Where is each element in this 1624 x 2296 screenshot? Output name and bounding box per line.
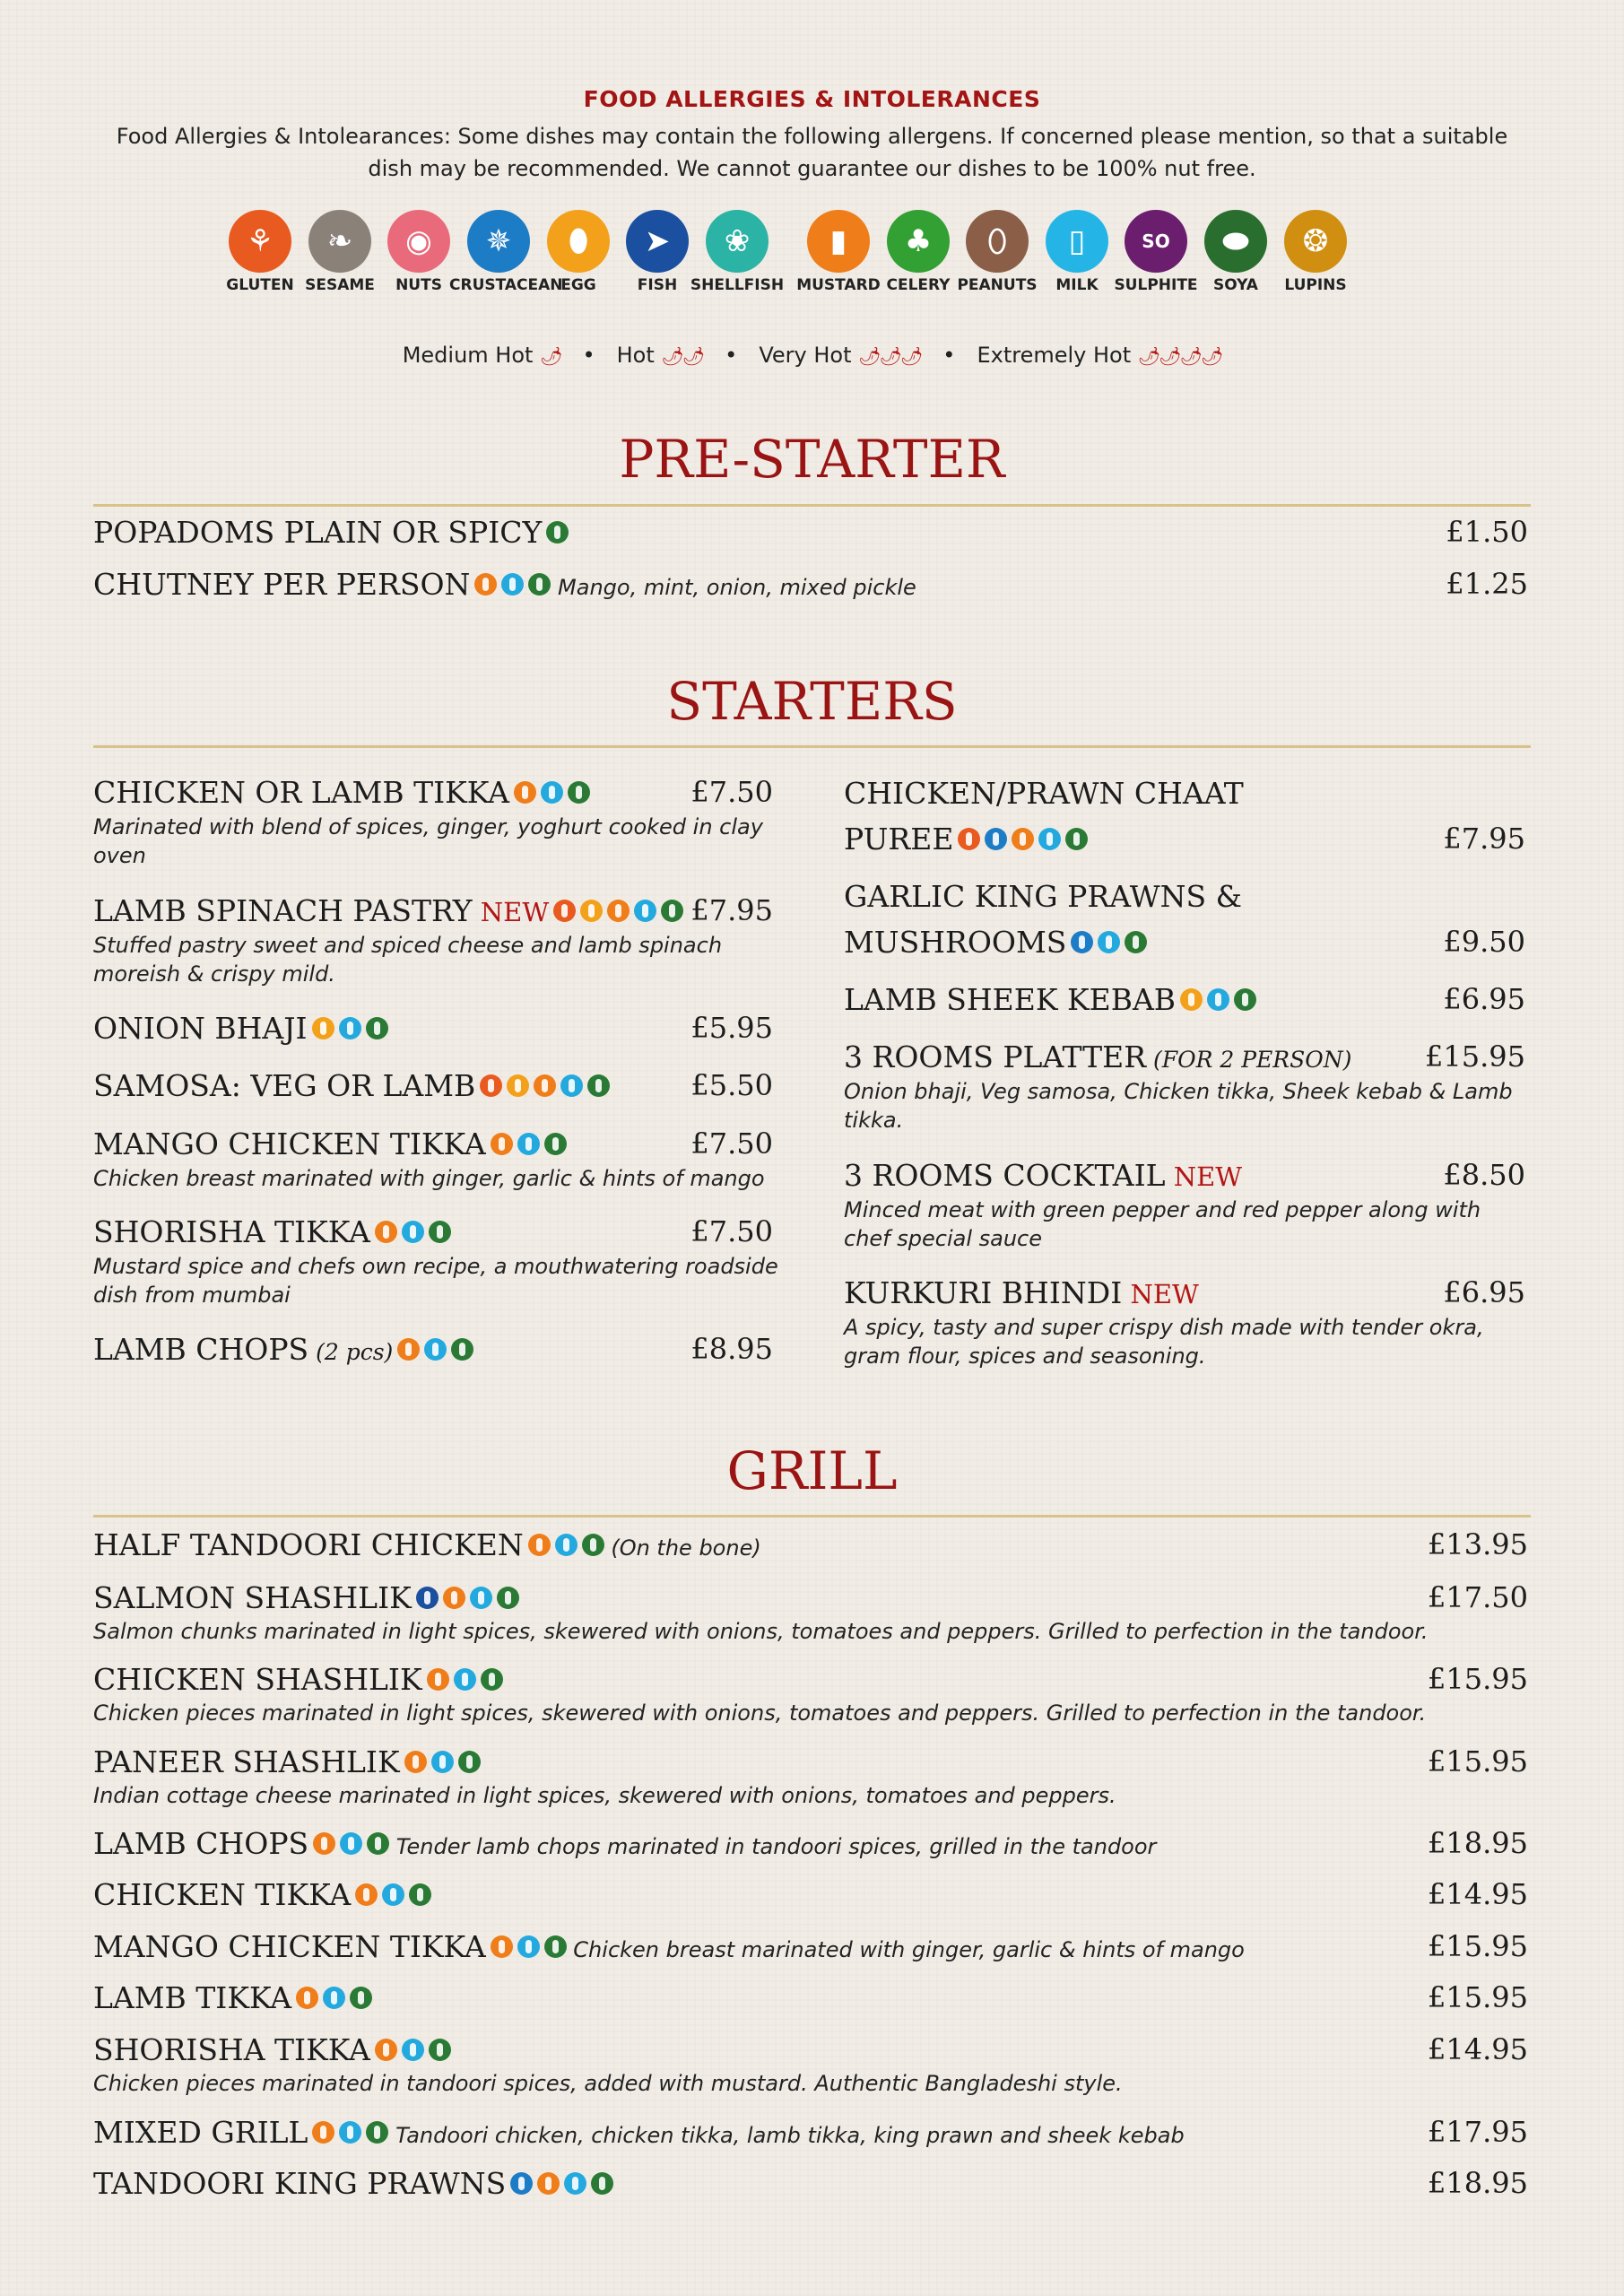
item-title: LAMB TIKKA <box>93 1980 292 2015</box>
item-price: £18.95 <box>1428 1826 1528 1860</box>
mustard-icon: ▮ <box>807 210 870 273</box>
menu-item-name <box>93 2032 451 2067</box>
milk-icon <box>431 1751 454 1773</box>
gluten-icon <box>480 1074 502 1097</box>
menu-item-name <box>844 822 1088 857</box>
allergen-crustacean <box>449 210 563 294</box>
item-title-line: GARLIC KING PRAWNS & <box>844 879 1242 914</box>
milk-icon <box>454 1668 476 1691</box>
item-title: LAMB CHOPS <box>93 1332 309 1367</box>
milk-icon <box>1038 828 1061 850</box>
section-title-pre-starter: PRE-STARTER <box>619 429 1005 490</box>
fish-icon <box>416 1587 439 1609</box>
egg-icon <box>580 900 603 922</box>
item-title: MANGO CHICKEN TIKKA <box>93 1126 486 1161</box>
item-title: HALF TANDOORI CHICKEN <box>93 1527 524 1562</box>
menu-item-name <box>93 2115 1185 2150</box>
lupin-icon: ❂ <box>1284 210 1347 273</box>
mustard-icon <box>1012 828 1034 850</box>
item-title: SALMON SHASHLIK <box>93 1580 412 1615</box>
soya-icon <box>1125 931 1147 953</box>
allergen-lupins <box>1275 210 1356 294</box>
soya-icon <box>366 1017 388 1039</box>
allergen-label: SOYA <box>1213 276 1258 294</box>
mustard-icon <box>375 1221 397 1243</box>
menu-item-name <box>93 2166 613 2201</box>
menu-item-name <box>844 1039 1351 1074</box>
menu-item-name <box>844 982 1256 1017</box>
item-price: £8.50 <box>1443 1158 1525 1192</box>
soya-icon <box>582 1534 604 1556</box>
allergen-label: NUTS <box>395 276 442 294</box>
allergen-label: LUPINS <box>1284 276 1347 294</box>
section-divider <box>93 745 1531 748</box>
item-description: Stuffed pastry sweet and spiced cheese and lamb spinach moreish & crispy mild. <box>93 933 723 987</box>
menu-item-name <box>844 1158 1242 1193</box>
allergen-label: MILK <box>1055 276 1099 294</box>
item-title: CHICKEN OR LAMB TIKKA <box>93 775 509 810</box>
milk-icon <box>424 1338 447 1361</box>
item-title: PANEER SHASHLIK <box>93 1744 400 1779</box>
mustard-icon <box>397 1338 420 1361</box>
soya-icon <box>366 2121 388 2144</box>
mustard-icon <box>296 1987 318 2009</box>
item-price: £7.50 <box>690 1126 773 1161</box>
section-divider <box>93 1515 1531 1518</box>
milk-icon <box>402 1221 424 1243</box>
item-price: £15.95 <box>1428 1744 1528 1779</box>
item-description: A spicy, tasty and super crispy dish made with tender okra, gram flour, spices and seasoning. <box>844 1315 1484 1369</box>
item-title: 3 ROOMS PLATTER <box>844 1039 1147 1074</box>
heat-level-label: Hot <box>616 343 662 368</box>
allergen-milk <box>1037 210 1117 294</box>
menu-item-name <box>93 775 590 810</box>
menu-item-name <box>93 893 683 928</box>
allergen-shellfish <box>690 210 785 294</box>
item-price: £5.50 <box>690 1068 773 1102</box>
gluten-icon <box>958 828 980 850</box>
item-note: (FOR 2 PERSON) <box>1146 1047 1352 1073</box>
new-badge: NEW <box>1122 1279 1199 1309</box>
soya-icon <box>587 1074 610 1097</box>
item-title: MIXED GRILL <box>93 2115 308 2150</box>
item-description: Salmon chunks marinated in light spices, skewered with onions, tomatoes and peppers. Grilled to perfection in the tandoor. <box>93 1619 1429 1644</box>
sesame-seeds-icon: ❧ <box>308 210 371 273</box>
menu-item-name <box>93 1527 761 1562</box>
item-title: POPADOMS PLAIN OR SPICY <box>93 515 543 550</box>
item-price: £7.95 <box>1443 822 1525 856</box>
item-price: £6.95 <box>1443 982 1525 1016</box>
milk-icon <box>339 1017 361 1039</box>
item-title: PUREE <box>844 822 954 857</box>
item-title: SHORISHA TIKKA <box>93 2032 370 2067</box>
milk-icon <box>555 1534 578 1556</box>
soya-icon <box>481 1668 503 1691</box>
shell-icon: ❀ <box>706 210 769 273</box>
menu-item-name <box>93 1332 473 1367</box>
separator-dot: • <box>582 343 595 368</box>
chili-icon: 🌶🌶 <box>661 345 704 367</box>
allergen-fish <box>617 210 698 294</box>
mustard-icon <box>514 781 536 804</box>
menu-item-name <box>93 515 569 550</box>
allergen-peanuts <box>957 210 1038 294</box>
mustard-icon <box>607 900 630 922</box>
milk-icon <box>323 1987 345 2009</box>
gluten-icon <box>553 900 576 922</box>
soya-icon <box>568 781 590 804</box>
crustacean-icon <box>985 828 1007 850</box>
allergen-icon-row <box>220 210 1421 294</box>
milk-icon <box>402 2039 424 2061</box>
menu-item-name <box>93 1580 519 1615</box>
item-note: (2 pcs) <box>308 1339 394 1365</box>
mustard-icon <box>404 1751 427 1773</box>
milk-icon <box>1207 988 1229 1011</box>
egg-icon <box>312 1017 334 1039</box>
allergen-label: CELERY <box>886 276 951 294</box>
celery-icon: ♣ <box>887 210 950 273</box>
item-title: TANDOORI KING PRAWNS <box>93 2166 507 2201</box>
allergen-soya <box>1195 210 1276 294</box>
item-title: SAMOSA: VEG OR LAMB <box>93 1068 476 1103</box>
item-description: Indian cottage cheese marinated in light spices, skewered with onions, tomatoes and peppers. <box>93 1783 1116 1808</box>
allergen-label: EGG <box>560 276 596 294</box>
mustard-icon <box>427 1668 449 1691</box>
milk-icon <box>560 1074 583 1097</box>
milk-bottle-icon: ▯ <box>1046 210 1108 273</box>
wheat-icon: ⚘ <box>229 210 291 273</box>
allergen-mustard <box>798 210 879 294</box>
mustard-icon <box>528 1534 551 1556</box>
menu-item-name <box>93 567 916 602</box>
item-description: Chicken breast marinated with ginger, garlic & hints of mango <box>93 1166 765 1191</box>
allergen-label: GLUTEN <box>226 276 294 294</box>
crustacean-icon <box>510 2172 533 2195</box>
crustacean-icon <box>1071 931 1093 953</box>
item-price: £1.50 <box>1446 515 1528 549</box>
item-price: £7.50 <box>690 1214 773 1248</box>
allergen-gluten <box>220 210 300 294</box>
milk-icon <box>1098 931 1120 953</box>
milk-icon <box>340 1832 362 1855</box>
item-title: LAMB SPINACH PASTRY <box>93 893 473 928</box>
allergen-egg <box>538 210 619 294</box>
item-description: Marinated with blend of spices, ginger, yoghurt cooked in clay oven <box>93 814 763 868</box>
item-title: SHORISHA TIKKA <box>93 1214 370 1249</box>
item-price: £9.50 <box>1443 925 1525 959</box>
item-title: LAMB CHOPS <box>93 1826 309 1861</box>
mustard-icon <box>534 1074 556 1097</box>
milk-icon <box>517 1935 540 1958</box>
egg-icon: ⬮ <box>547 210 610 273</box>
item-price: £17.50 <box>1428 1580 1528 1614</box>
item-title: LAMB SHEEK KEBAB <box>844 982 1177 1017</box>
item-price: £6.95 <box>1443 1275 1525 1309</box>
separator-dot: • <box>725 343 738 368</box>
item-inline-description: Mango, mint, onion, mixed pickle <box>551 575 916 600</box>
allergy-title: FOOD ALLERGIES & INTOLERANCES <box>583 86 1041 112</box>
item-title: KURKURI BHINDI <box>844 1275 1123 1310</box>
item-price: £15.95 <box>1428 1980 1528 2014</box>
heat-level-label: Medium Hot <box>402 343 541 368</box>
separator-dot: • <box>942 343 956 368</box>
allergen-sulphite <box>1116 210 1196 294</box>
soya-icon <box>591 2172 613 2195</box>
heat-level-label: Extremely Hot <box>977 343 1138 368</box>
menu-item-name <box>93 1126 567 1161</box>
allergen-label: PEANUTS <box>957 276 1038 294</box>
menu-item-name <box>93 1929 1245 1964</box>
milk-icon <box>382 1883 404 1906</box>
item-price: £13.95 <box>1428 1527 1528 1561</box>
soya-icon <box>458 1751 481 1773</box>
allergen-label: CRUSTACEAN <box>449 276 563 294</box>
item-inline-description: Tandoori chicken, chicken tikka, lamb tikka, king prawn and sheek kebab <box>388 2123 1185 2148</box>
soya-icon <box>528 573 551 596</box>
section-divider <box>93 504 1531 507</box>
nut-icon: ◉ <box>387 210 450 273</box>
soya-icon <box>350 1987 372 2009</box>
mustard-icon <box>375 2039 397 2061</box>
soya-icon: ⬬ <box>1204 210 1267 273</box>
mustard-icon <box>355 1883 378 1906</box>
chili-icon: 🌶🌶🌶 <box>858 345 922 367</box>
item-price: £1.25 <box>1446 567 1528 601</box>
item-price: £15.95 <box>1428 1929 1528 1963</box>
allergen-sesame <box>300 210 380 294</box>
allergen-nuts <box>378 210 459 294</box>
new-badge: NEW <box>1165 1161 1243 1192</box>
menu-item-name <box>93 1068 610 1103</box>
item-price: £7.50 <box>690 775 773 809</box>
allergen-label: SHELLFISH <box>690 276 785 294</box>
peanut-icon: ⬯ <box>966 210 1029 273</box>
milk-icon <box>339 2121 361 2144</box>
item-inline-description: Tender lamb chops marinated in tandoori spices, grilled in the tandoor <box>389 1834 1157 1859</box>
item-title: CHUTNEY PER PERSON <box>93 567 471 602</box>
soya-icon <box>497 1587 519 1609</box>
mustard-icon <box>491 1133 513 1155</box>
chili-icon: 🌶🌶🌶🌶 <box>1137 345 1222 367</box>
soya-icon <box>409 1883 431 1906</box>
item-price: £7.95 <box>690 893 773 927</box>
menu-item-name <box>93 1877 431 1912</box>
mustard-icon <box>312 2121 334 2144</box>
menu-item-name <box>93 1744 481 1779</box>
milk-icon <box>517 1133 540 1155</box>
item-price: £8.95 <box>690 1332 773 1366</box>
section-title-grill: GRILL <box>726 1440 898 1501</box>
heat-legend <box>0 343 1624 368</box>
soya-icon <box>1065 828 1088 850</box>
item-price: £14.95 <box>1428 2032 1528 2066</box>
soya-icon <box>1234 988 1256 1011</box>
fish-icon: ➤ <box>626 210 689 273</box>
menu-item-name <box>93 1662 503 1697</box>
item-title-line: CHICKEN/PRAWN CHAAT <box>844 776 1244 811</box>
allergen-label: FISH <box>637 276 678 294</box>
menu-item-name <box>93 1214 451 1249</box>
item-title: CHICKEN SHASHLIK <box>93 1662 422 1697</box>
chili-icon: 🌶 <box>540 345 561 367</box>
soya-icon <box>544 1935 567 1958</box>
item-title: MANGO CHICKEN TIKKA <box>93 1929 486 1964</box>
item-description: Mustard spice and chefs own recipe, a mouthwatering roadside dish from mumbai <box>93 1254 778 1308</box>
allergen-label: SESAME <box>305 276 375 294</box>
menu-item-name <box>93 1980 372 2015</box>
soya-icon <box>546 521 569 544</box>
soya-icon <box>429 1221 451 1243</box>
item-description: Onion bhaji, Veg samosa, Chicken tikka, Sheek kebab & Lamb tikka. <box>844 1079 1513 1133</box>
item-description: Minced meat with green pepper and red pepper along with chef special sauce <box>844 1197 1481 1251</box>
allergen-label: SULPHITE <box>1114 276 1198 294</box>
sulphite-icon: SO <box>1125 210 1187 273</box>
mustard-icon <box>443 1587 465 1609</box>
item-price: £14.95 <box>1428 1877 1528 1911</box>
item-description: Chicken pieces marinated in light spices, skewered with onions, tomatoes and peppers. Grilled to perfection in the tandoor. <box>93 1700 1427 1726</box>
section-title-starters: STARTERS <box>666 671 958 732</box>
allergy-notice: Food Allergies & Intolearances: Some dishes may contain the following allergens. If concerned please mention, so that a suitable dish may be recommended. We cannot guarantee our dishes to be 100% nut free. <box>116 124 1508 181</box>
milk-icon <box>541 781 563 804</box>
item-price: £15.95 <box>1428 1662 1528 1696</box>
mustard-icon <box>491 1935 513 1958</box>
egg-icon <box>507 1074 529 1097</box>
milk-icon <box>470 1587 492 1609</box>
item-description: Chicken pieces marinated in tandoori spices, added with mustard. Authentic Bangladeshi style. <box>93 2071 1123 2096</box>
mustard-icon <box>474 573 497 596</box>
item-inline-description: Chicken breast marinated with ginger, garlic & hints of mango <box>566 1937 1245 1962</box>
mustard-icon <box>313 1832 335 1855</box>
item-title: MUSHROOMS <box>844 925 1067 960</box>
menu-item-name <box>93 1011 388 1046</box>
menu-item-name <box>844 925 1147 960</box>
milk-icon <box>501 573 524 596</box>
menu-item-name <box>93 1826 1156 1861</box>
menu-item-name <box>844 1275 1199 1310</box>
soya-icon <box>429 2039 451 2061</box>
heat-level-label: Very Hot <box>759 343 859 368</box>
item-price: £18.95 <box>1428 2166 1528 2200</box>
crab-icon: ✵ <box>467 210 530 273</box>
allergen-celery <box>878 210 959 294</box>
item-title: 3 ROOMS COCKTAIL <box>844 1158 1166 1193</box>
soya-icon <box>451 1338 473 1361</box>
soya-icon <box>367 1832 389 1855</box>
item-price: £15.95 <box>1425 1039 1525 1074</box>
item-price: £17.95 <box>1428 2115 1528 2149</box>
milk-icon <box>564 2172 586 2195</box>
egg-icon <box>1180 988 1203 1011</box>
item-inline-description: (On the bone) <box>604 1535 761 1561</box>
soya-icon <box>544 1133 567 1155</box>
mustard-icon <box>537 2172 560 2195</box>
item-price: £5.95 <box>690 1011 773 1045</box>
allergen-label: MUSTARD <box>796 276 881 294</box>
item-title: CHICKEN TIKKA <box>93 1877 352 1912</box>
new-badge: NEW <box>472 897 550 927</box>
item-title: ONION BHAJI <box>93 1011 308 1046</box>
